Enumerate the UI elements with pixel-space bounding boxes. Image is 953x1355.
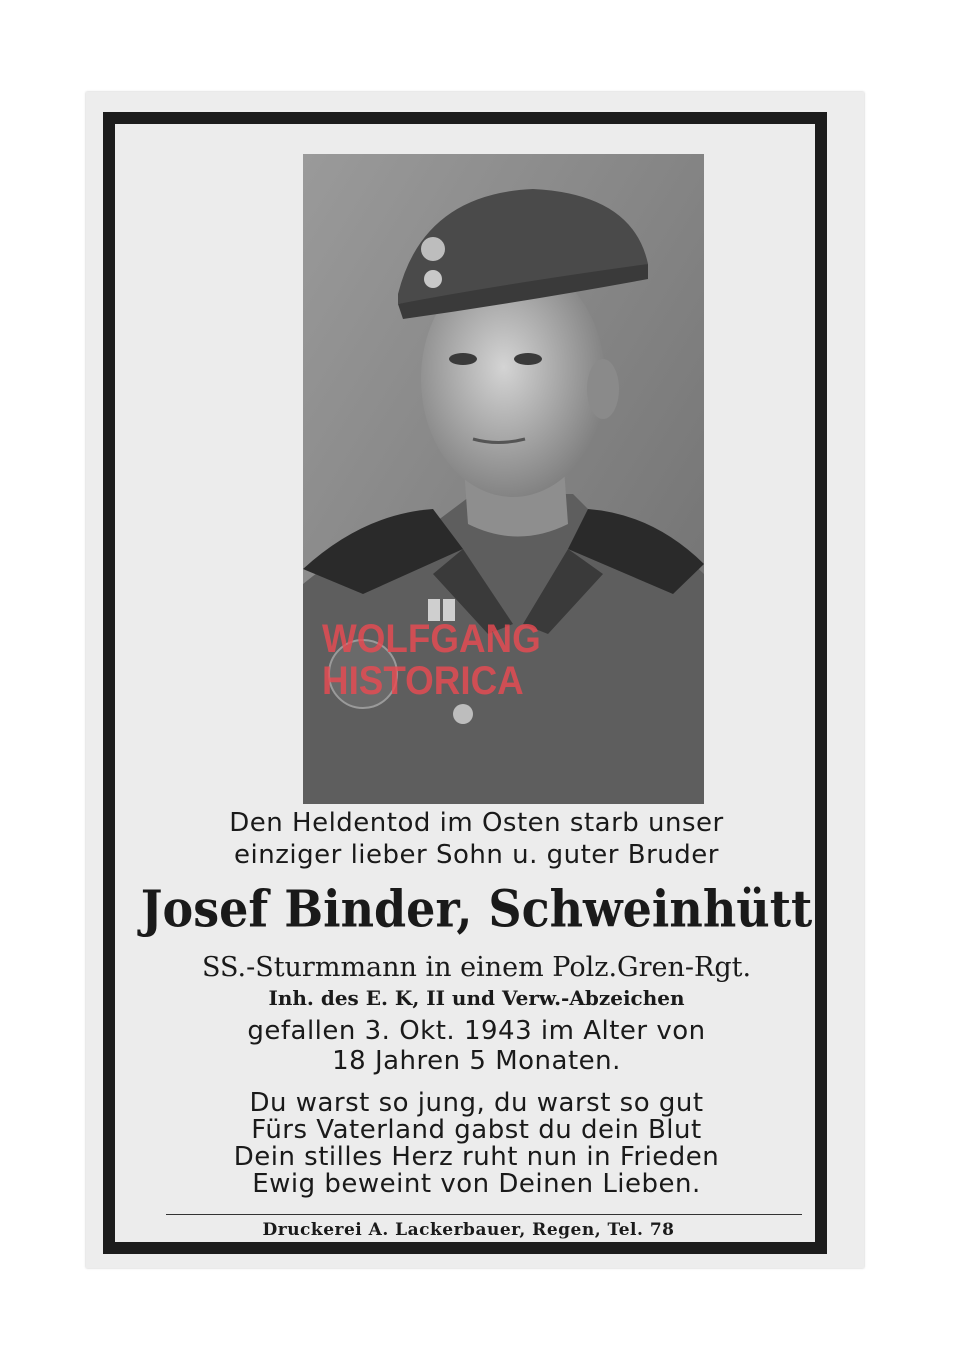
poem-line: Fürs Vaterland gabst du dein Blut	[251, 1115, 702, 1145]
awards-line: Inh. des E. K, II und Verw.-Abzeichen	[268, 986, 685, 1010]
death-line-2: 18 Jahren 5 Monaten.	[332, 1046, 621, 1076]
portrait-illustration	[303, 154, 704, 804]
poem	[0, 1090, 953, 1198]
soldier-portrait-photo	[303, 154, 704, 804]
poem-line: Du warst so jung, du warst so gut	[249, 1088, 704, 1118]
divider	[166, 1214, 802, 1215]
deceased-name: Josef Binder, Schweinhütt	[140, 879, 813, 939]
printer-credit: Druckerei A. Lackerbauer, Regen, Tel. 78	[262, 1220, 675, 1240]
intro-line-2: einziger lieber Sohn u. guter Bruder	[234, 840, 719, 870]
watermark-line-2: HISTORICA	[322, 659, 524, 703]
intro-line-1: Den Heldentod im Osten starb unser	[229, 808, 724, 838]
military-rank: SS.-Sturmmann in einem Polz.Gren-Rgt.	[201, 952, 752, 983]
watermark-line-1: WOLFGANG	[322, 617, 541, 661]
death-line-1: gefallen 3. Okt. 1943 im Alter von	[247, 1016, 706, 1046]
poem-line: Ewig beweint von Deinen Lieben.	[252, 1169, 701, 1199]
poem-line: Dein stilles Herz ruht nun in Frieden	[233, 1142, 720, 1172]
watermark	[322, 618, 561, 702]
